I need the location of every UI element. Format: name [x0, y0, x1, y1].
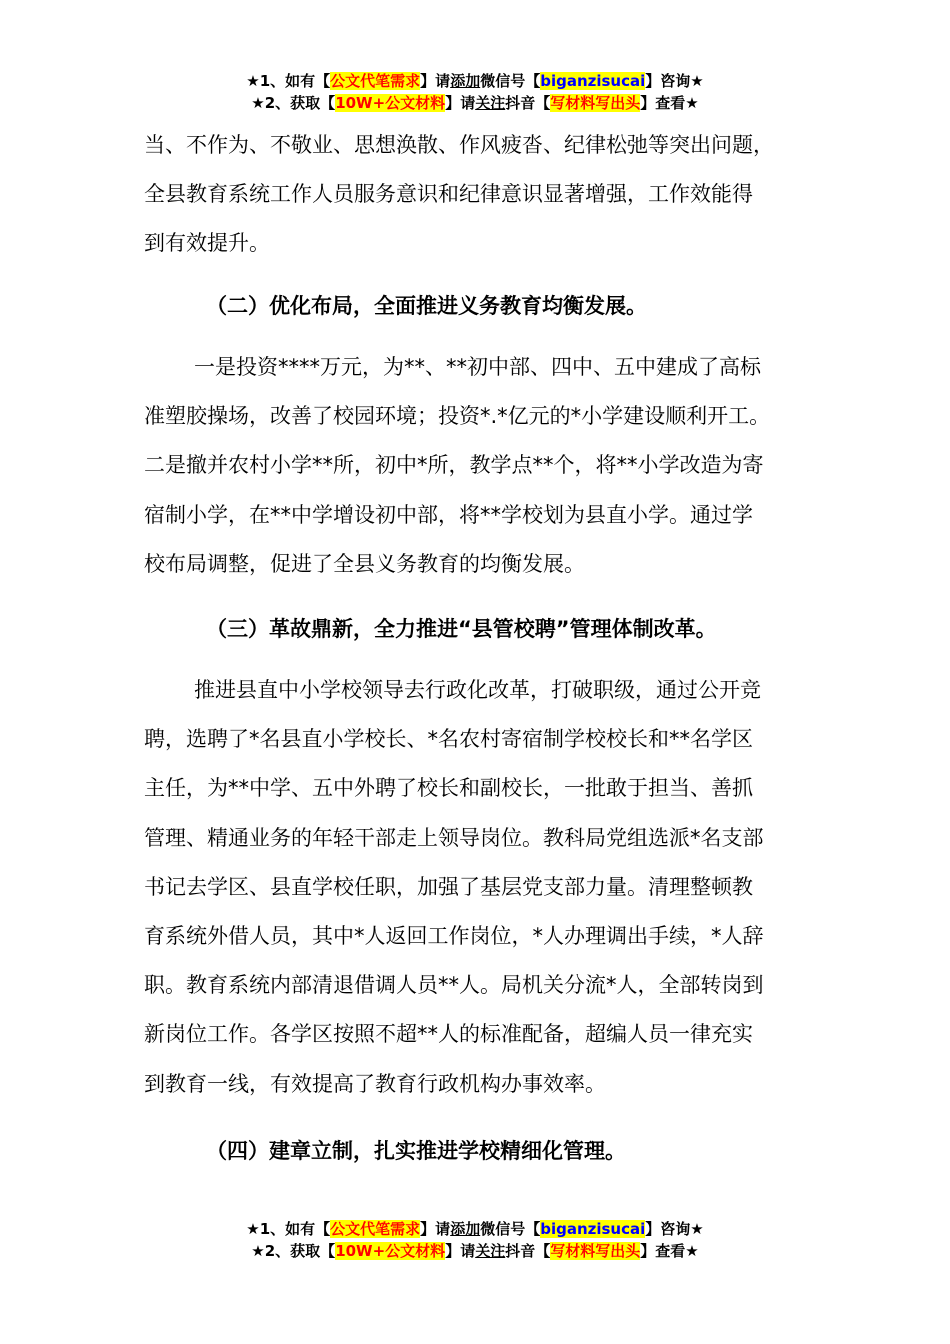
heading-text: （三）革故鼎新，全力推进“县管校聘”管理体制改革。: [206, 617, 717, 641]
text-line: 全县教育系统工作人员服务意识和纪律意识显著增强，工作效能得: [144, 182, 753, 207]
banner-text: 】查看★: [640, 94, 699, 112]
paragraph-continuation: [144, 121, 810, 269]
banner-text: 】请: [420, 1220, 451, 1238]
banner-highlight: 写材料写出头: [550, 1242, 641, 1260]
banner-underline: 关注: [475, 1242, 506, 1260]
banner-highlight: 10W+公文材料: [335, 94, 446, 112]
banner-text: 微信号【: [480, 1220, 541, 1238]
banner-text: 抖音【: [505, 94, 551, 112]
heading-text: （二）优化布局，全面推进义务教育均衡发展。: [206, 294, 647, 318]
paragraph-reform: [144, 666, 810, 1109]
section-heading-4: [144, 1127, 810, 1176]
banner-text: 】请: [445, 1242, 476, 1260]
banner-wechat-id: biganzisucai: [540, 72, 646, 90]
banner-text: 】咨询★: [645, 72, 704, 90]
text-line: 新岗位工作。各学区按照不超**人的标准配备，超编人员一律充实: [144, 1022, 753, 1047]
text-line: 一是投资****万元，为**、**初中部、四中、五中建成了高标: [194, 355, 761, 379]
text-line: 宿制小学，在**中学增设初中部，将**学校划为县直小学。通过学: [144, 502, 753, 527]
banner-text: 】查看★: [640, 1242, 699, 1260]
banner-text: 】请: [420, 72, 451, 90]
banner-underline: 添加: [450, 1220, 481, 1238]
text-line: 二是撤并农村小学**所，初中*所，教学点**个，将**小学改造为寄: [144, 453, 764, 478]
banner-underline: 关注: [475, 94, 506, 112]
text-line: 推进县直中小学校领导去行政化改革，打破职级，通过公开竞: [194, 678, 761, 702]
text-line: 当、不作为、不敬业、思想涣散、作风疲沓、纪律松弛等突出问题，: [144, 133, 774, 157]
text-line: 管理、精通业务的年轻干部走上领导岗位。教科局党组选派*名支部: [144, 825, 764, 850]
text-line: 准塑胶操场，改善了校园环境；投资*.*亿元的*小学建设顺利开工。: [144, 404, 771, 429]
banner-highlight: 公文代笔需求: [330, 72, 421, 90]
heading-text: （四）建章立制，扎实推进学校精细化管理。: [206, 1139, 626, 1163]
text-line: 聘，选聘了*名县直小学校长、*名农村寄宿制学校校长和**名学区: [144, 727, 753, 752]
text-line: 职。教育系统内部清退借调人员**人。局机关分流*人，全部转岗到: [144, 973, 764, 998]
banner-text: 抖音【: [505, 1242, 551, 1260]
text-line: 育系统外借人员，其中*人返回工作岗位，*人办理调出手续，*人辞: [144, 924, 764, 949]
banner-text: ★1、如有【: [246, 1220, 331, 1238]
banner-highlight: 公文代笔需求: [330, 1220, 421, 1238]
text-line: 书记去学区、县直学校任职，加强了基层党支部力量。清理整顿教: [144, 874, 753, 899]
paragraph-layout: [144, 343, 810, 589]
banner-text: ★1、如有【: [246, 72, 331, 90]
header-banner: [0, 70, 950, 114]
banner-underline: 添加: [450, 72, 481, 90]
section-heading-3: [144, 605, 810, 654]
banner-text: ★2、获取【: [251, 1242, 336, 1260]
banner-line-2: [0, 1240, 950, 1262]
banner-highlight: 写材料写出头: [550, 94, 641, 112]
banner-highlight: 10W+公文材料: [335, 1242, 446, 1260]
banner-text: 】请: [445, 94, 476, 112]
banner-wechat-id: biganzisucai: [540, 1220, 646, 1238]
text-line: 到教育一线，有效提高了教育行政机构办事效率。: [144, 1071, 606, 1096]
banner-text: 微信号【: [480, 72, 541, 90]
banner-line-1: [0, 70, 950, 92]
text-line: 到有效提升。: [144, 231, 270, 256]
text-line: 校布局调整，促进了全县义务教育的均衡发展。: [144, 551, 585, 576]
banner-text: 】咨询★: [645, 1220, 704, 1238]
text-line: 主任，为**中学、五中外聘了校长和副校长，一批敢于担当、善抓: [144, 776, 753, 801]
footer-banner: [0, 1218, 950, 1262]
banner-line-2: [0, 92, 950, 114]
banner-text: ★2、获取【: [251, 94, 336, 112]
banner-line-1: [0, 1218, 950, 1240]
section-heading-2: [144, 282, 810, 331]
